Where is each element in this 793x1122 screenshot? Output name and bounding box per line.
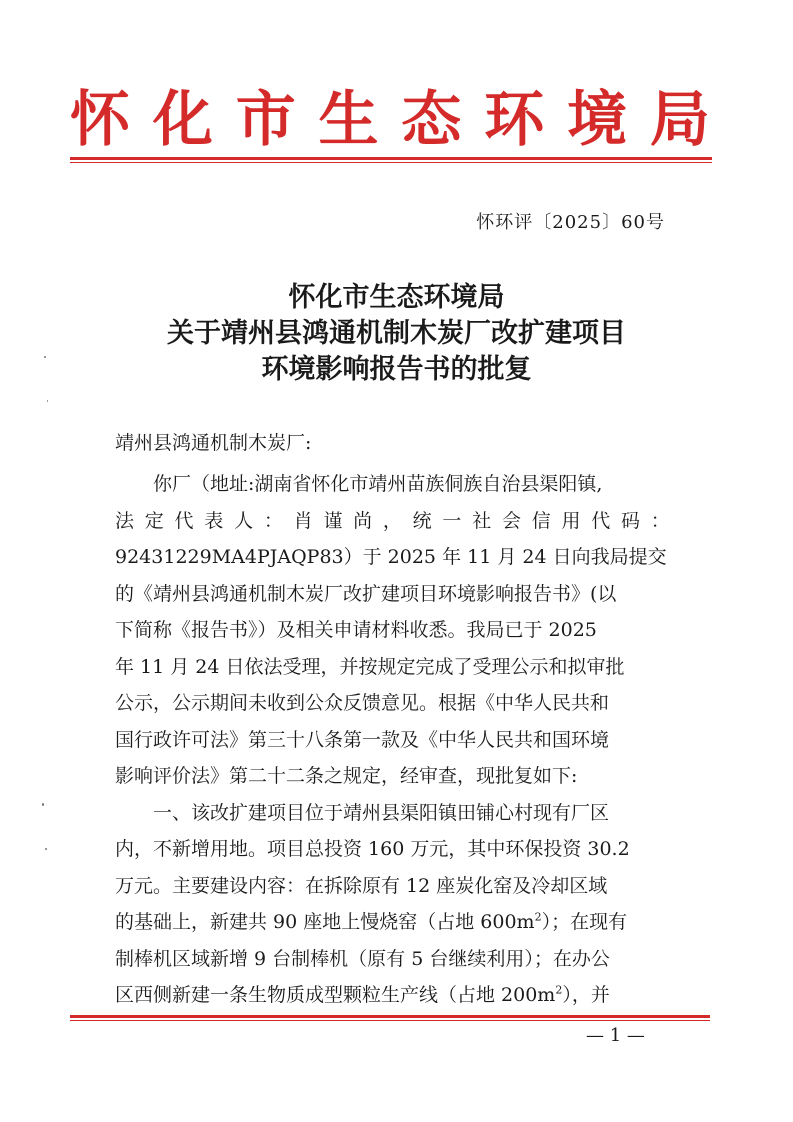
body-char: 社	[472, 509, 492, 532]
letterhead	[70, 80, 710, 160]
footer-divider	[70, 1015, 710, 1018]
body-line: 一、该改扩建项目位于靖州县渠阳镇田铺心村现有厂区	[153, 801, 610, 824]
body-text-segment: 的基础上，新建共 90 座地上慢烧窑（占地 600m	[115, 911, 535, 933]
body-char: ，	[382, 509, 402, 532]
body-line: 你厂（地址:湖南省怀化市靖州苗族侗族自治县渠阳镇,	[153, 473, 603, 495]
body-text-segment: ），并	[562, 984, 610, 1006]
letterhead-char: 市	[235, 85, 296, 155]
letterhead-divider-thin	[70, 162, 712, 163]
body-char: 肖	[293, 509, 313, 532]
document-number: 怀环评〔2025〕60号	[476, 212, 665, 233]
body-char: 人	[234, 509, 254, 532]
body-line: 万元。主要建设内容：在拆除原有 12 座炭化窑及冷却区域	[115, 874, 608, 897]
superscript: 2	[555, 983, 563, 997]
letterhead-char: 态	[401, 85, 462, 155]
title-line: 怀化市生态环境局	[288, 282, 505, 313]
body-line	[115, 904, 670, 941]
body-line: 影响评价法》第二十二条之规定，经审查，现批复如下:	[115, 765, 578, 787]
body-text	[115, 466, 670, 1014]
body-line: 92431229MA4PJAQP83）于 2025 年 11 月 24 日向我局提交	[115, 546, 667, 568]
body-char: 表	[204, 509, 224, 532]
letterhead-divider	[70, 157, 712, 160]
body-char: 谨	[323, 509, 343, 532]
title-line: 环境影响报告书的批复	[261, 354, 532, 385]
body-line: 的《靖州县鸿通机制木炭厂改扩建项目环境影响报告书》(以	[115, 582, 617, 605]
letterhead-char: 化	[152, 85, 213, 155]
scan-speck	[47, 400, 48, 402]
letterhead-char: 局	[649, 85, 710, 155]
letterhead-char: 环	[484, 85, 545, 155]
footer-divider-thin	[70, 1020, 710, 1021]
letterhead-char: 怀	[70, 85, 130, 155]
body-char: 代	[591, 509, 611, 532]
body-char: 信	[531, 509, 551, 532]
body-char: 尚	[353, 509, 373, 532]
body-char: 码	[621, 509, 641, 532]
body-line: 公示，公示期间未收到公众反馈意见。根据《中华人民共和	[115, 692, 610, 714]
body-char: 定	[144, 509, 164, 532]
body-line: 内，不新增用地。项目总投资 160 万元，其中环保投资 30.2	[115, 838, 630, 860]
letterhead-char: 境	[567, 85, 628, 155]
body-text-segment: ）；在现有	[541, 911, 628, 933]
body-char: 代	[174, 509, 194, 532]
page-number: — 1 —	[586, 1025, 645, 1046]
superscript: 2	[534, 910, 542, 924]
letterhead-char: 生	[318, 85, 379, 155]
body-line: 制棒机区域新增 9 台制棒机（原有 5 台继续利用）；在办公	[115, 947, 610, 970]
document-title	[0, 280, 793, 388]
body-line	[115, 977, 670, 1014]
body-line: 下简称《报告书》）及相关申请材料收悉。我局已于 2025	[115, 619, 597, 641]
scan-speck	[45, 848, 47, 850]
recipient: 靖州县鸿通机制木炭厂:	[115, 432, 312, 454]
scan-speck	[44, 356, 46, 358]
body-char: 会	[501, 509, 521, 532]
body-char: 法	[115, 509, 135, 532]
body-char: 统	[412, 509, 432, 532]
body-line: 国行政许可法》第三十八条第一款及《中华人民共和国环境	[115, 728, 610, 751]
body-char: 用	[561, 509, 581, 532]
scan-speck	[42, 803, 44, 806]
body-char: ：	[650, 509, 670, 532]
body-line-justified	[115, 503, 670, 540]
body-char: 一	[442, 509, 462, 532]
title-line: 关于靖州县鸿通机制木炭厂改扩建项目	[167, 318, 626, 349]
body-char: ：	[263, 509, 283, 532]
body-text-segment: 区西侧新建一条生物质成型颗粒生产线（占地 200m	[115, 984, 556, 1006]
body-line: 年 11 月 24 日依法受理，并按规定完成了受理公示和拟审批	[115, 655, 625, 678]
